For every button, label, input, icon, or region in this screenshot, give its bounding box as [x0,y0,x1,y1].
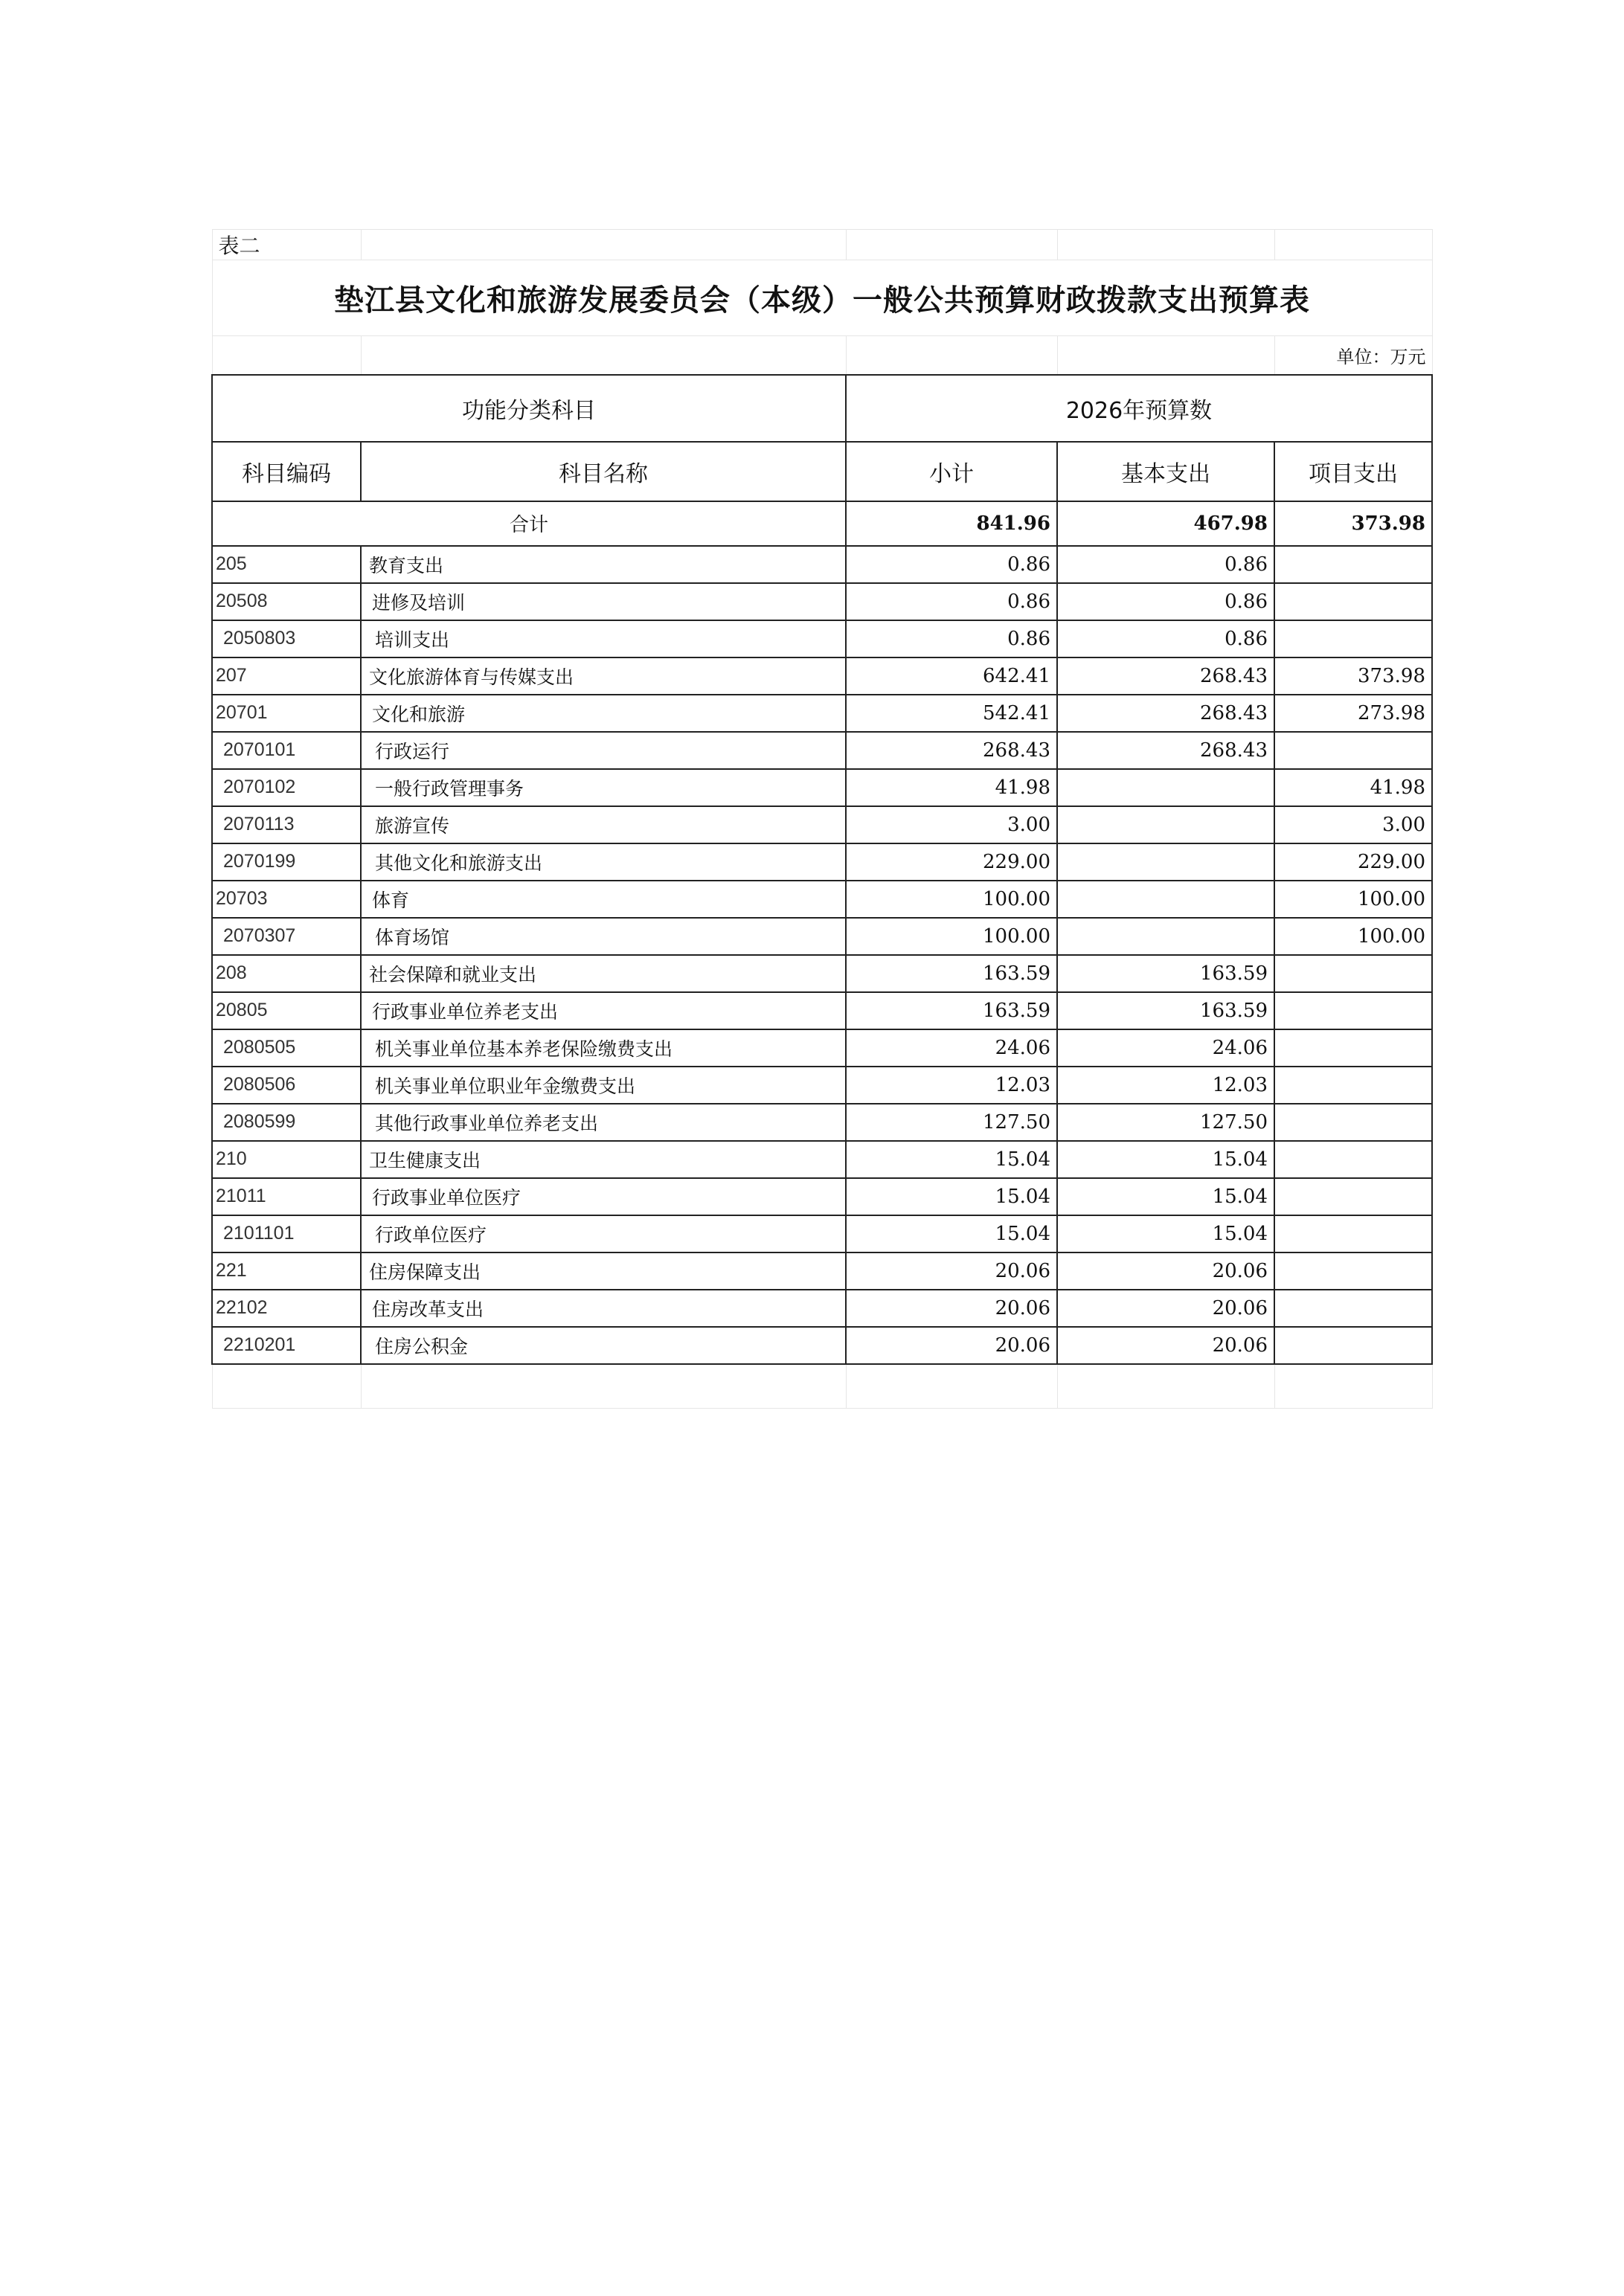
cell-name: 卫生健康支出 [361,1141,846,1178]
total-row [212,501,1432,546]
table-row [212,918,1432,955]
total-subtotal: 841.96 [846,501,1057,546]
cell-code: 205 [212,546,361,583]
cell-basic: 0.86 [1057,583,1274,620]
table-row [212,1252,1432,1290]
table-row [212,695,1432,732]
cell-project [1274,1104,1432,1141]
total-label: 合计 [212,501,846,546]
table-row [212,583,1432,620]
cell-subtotal: 542.41 [846,695,1057,732]
cell-code: 22102 [212,1290,361,1327]
total-project: 373.98 [1274,501,1432,546]
cell-project: 229.00 [1274,843,1432,881]
cell-project [1274,1290,1432,1327]
cell-basic [1057,806,1274,843]
cell-basic: 20.06 [1057,1290,1274,1327]
cell-name: 行政事业单位医疗 [361,1178,846,1215]
cell-subtotal: 642.41 [846,657,1057,695]
table-row [212,620,1432,657]
cell-code: 2070102 [212,769,361,806]
cell-subtotal: 12.03 [846,1067,1057,1104]
table-row [212,546,1432,583]
cell-code: 207 [212,657,361,695]
cell-subtotal: 15.04 [846,1178,1057,1215]
cell-basic: 0.86 [1057,620,1274,657]
table-label-row [212,230,1432,260]
cell-name: 住房保障支出 [361,1252,846,1290]
cell-name: 文化旅游体育与传媒支出 [361,657,846,695]
cell-project [1274,1215,1432,1252]
table-row [212,769,1432,806]
cell-basic: 268.43 [1057,657,1274,695]
cell-project: 3.00 [1274,806,1432,843]
cell-name: 住房公积金 [361,1327,846,1364]
cell-subtotal: 20.06 [846,1290,1057,1327]
cell-basic: 127.50 [1057,1104,1274,1141]
cell-basic: 163.59 [1057,955,1274,992]
cell-subtotal: 20.06 [846,1252,1057,1290]
cell-project: 373.98 [1274,657,1432,695]
cell-basic: 12.03 [1057,1067,1274,1104]
cell-basic: 20.06 [1057,1327,1274,1364]
cell-project [1274,1141,1432,1178]
cell-name: 其他行政事业单位养老支出 [361,1104,846,1141]
cell-project [1274,620,1432,657]
table-row [212,1327,1432,1364]
table-row [212,1104,1432,1141]
cell-subtotal: 3.00 [846,806,1057,843]
cell-code: 210 [212,1141,361,1178]
table-row [212,657,1432,695]
cell-basic [1057,843,1274,881]
trailing-empty-row [212,1364,1432,1409]
cell-basic: 15.04 [1057,1215,1274,1252]
cell-basic: 24.06 [1057,1029,1274,1067]
header-col-basic: 基本支出 [1057,442,1274,501]
cell-project: 100.00 [1274,918,1432,955]
cell-name: 文化和旅游 [361,695,846,732]
cell-code: 2050803 [212,620,361,657]
cell-name: 旅游宣传 [361,806,846,843]
cell-project [1274,1327,1432,1364]
cell-project [1274,1178,1432,1215]
header-col-project: 项目支出 [1274,442,1432,501]
cell-name: 体育 [361,881,846,918]
cell-code: 208 [212,955,361,992]
header-col-name: 科目名称 [361,442,846,501]
cell-project [1274,1252,1432,1290]
cell-subtotal: 163.59 [846,992,1057,1029]
header-functional-classification: 功能分类科目 [212,375,846,442]
cell-basic: 15.04 [1057,1141,1274,1178]
unit-row [212,336,1432,375]
cell-basic: 268.43 [1057,695,1274,732]
cell-subtotal: 20.06 [846,1327,1057,1364]
cell-project [1274,955,1432,992]
cell-subtotal: 268.43 [846,732,1057,769]
header-col-subtotal: 小计 [846,442,1057,501]
cell-subtotal: 15.04 [846,1141,1057,1178]
cell-name: 一般行政管理事务 [361,769,846,806]
table-row [212,955,1432,992]
unit-label: 单位：万元 [1274,336,1432,375]
total-basic: 467.98 [1057,501,1274,546]
cell-subtotal: 41.98 [846,769,1057,806]
header-col-code: 科目编码 [212,442,361,501]
cell-name: 行政单位医疗 [361,1215,846,1252]
cell-subtotal: 0.86 [846,546,1057,583]
cell-code: 20805 [212,992,361,1029]
cell-code: 2070101 [212,732,361,769]
budget-sheet [211,229,1431,1409]
cell-name: 住房改革支出 [361,1290,846,1327]
header-budget-year: 2026年预算数 [846,375,1432,442]
cell-subtotal: 100.00 [846,918,1057,955]
cell-code: 2101101 [212,1215,361,1252]
cell-project: 273.98 [1274,695,1432,732]
cell-project [1274,1067,1432,1104]
cell-basic: 15.04 [1057,1178,1274,1215]
cell-code: 20703 [212,881,361,918]
table-row [212,881,1432,918]
cell-project [1274,732,1432,769]
cell-name: 其他文化和旅游支出 [361,843,846,881]
cell-name: 机关事业单位职业年金缴费支出 [361,1067,846,1104]
cell-code: 2070199 [212,843,361,881]
cell-project: 100.00 [1274,881,1432,918]
table-row [212,1290,1432,1327]
cell-project [1274,546,1432,583]
cell-name: 体育场馆 [361,918,846,955]
cell-subtotal: 0.86 [846,620,1057,657]
cell-code: 2070307 [212,918,361,955]
cell-code: 2080599 [212,1104,361,1141]
cell-subtotal: 0.86 [846,583,1057,620]
table-row [212,806,1432,843]
budget-table [211,229,1433,1409]
table-row [212,1067,1432,1104]
cell-subtotal: 229.00 [846,843,1057,881]
cell-code: 2070113 [212,806,361,843]
table-row [212,992,1432,1029]
cell-basic [1057,918,1274,955]
table-row [212,1029,1432,1067]
cell-project [1274,992,1432,1029]
cell-code: 2210201 [212,1327,361,1364]
page-title: 垫江县文化和旅游发展委员会（本级）一般公共预算财政拨款支出预算表 [212,260,1432,336]
cell-basic: 268.43 [1057,732,1274,769]
table-row [212,1215,1432,1252]
cell-name: 培训支出 [361,620,846,657]
cell-subtotal: 24.06 [846,1029,1057,1067]
cell-name: 行政运行 [361,732,846,769]
cell-project: 41.98 [1274,769,1432,806]
cell-name: 社会保障和就业支出 [361,955,846,992]
table-row [212,1141,1432,1178]
cell-code: 20701 [212,695,361,732]
table-row [212,732,1432,769]
cell-subtotal: 15.04 [846,1215,1057,1252]
cell-code: 2080505 [212,1029,361,1067]
header-row-group [212,375,1432,442]
cell-subtotal: 163.59 [846,955,1057,992]
table-row [212,1178,1432,1215]
cell-code: 21011 [212,1178,361,1215]
cell-basic [1057,881,1274,918]
table-row [212,843,1432,881]
cell-project [1274,1029,1432,1067]
cell-name: 机关事业单位基本养老保险缴费支出 [361,1029,846,1067]
cell-subtotal: 127.50 [846,1104,1057,1141]
table-label: 表二 [212,230,361,260]
cell-project [1274,583,1432,620]
cell-basic: 163.59 [1057,992,1274,1029]
cell-basic: 0.86 [1057,546,1274,583]
cell-code: 20508 [212,583,361,620]
cell-basic [1057,769,1274,806]
cell-code: 221 [212,1252,361,1290]
cell-basic: 20.06 [1057,1252,1274,1290]
cell-name: 行政事业单位养老支出 [361,992,846,1029]
header-row-columns [212,442,1432,501]
cell-subtotal: 100.00 [846,881,1057,918]
cell-code: 2080506 [212,1067,361,1104]
cell-name: 进修及培训 [361,583,846,620]
cell-name: 教育支出 [361,546,846,583]
title-row [212,260,1432,336]
